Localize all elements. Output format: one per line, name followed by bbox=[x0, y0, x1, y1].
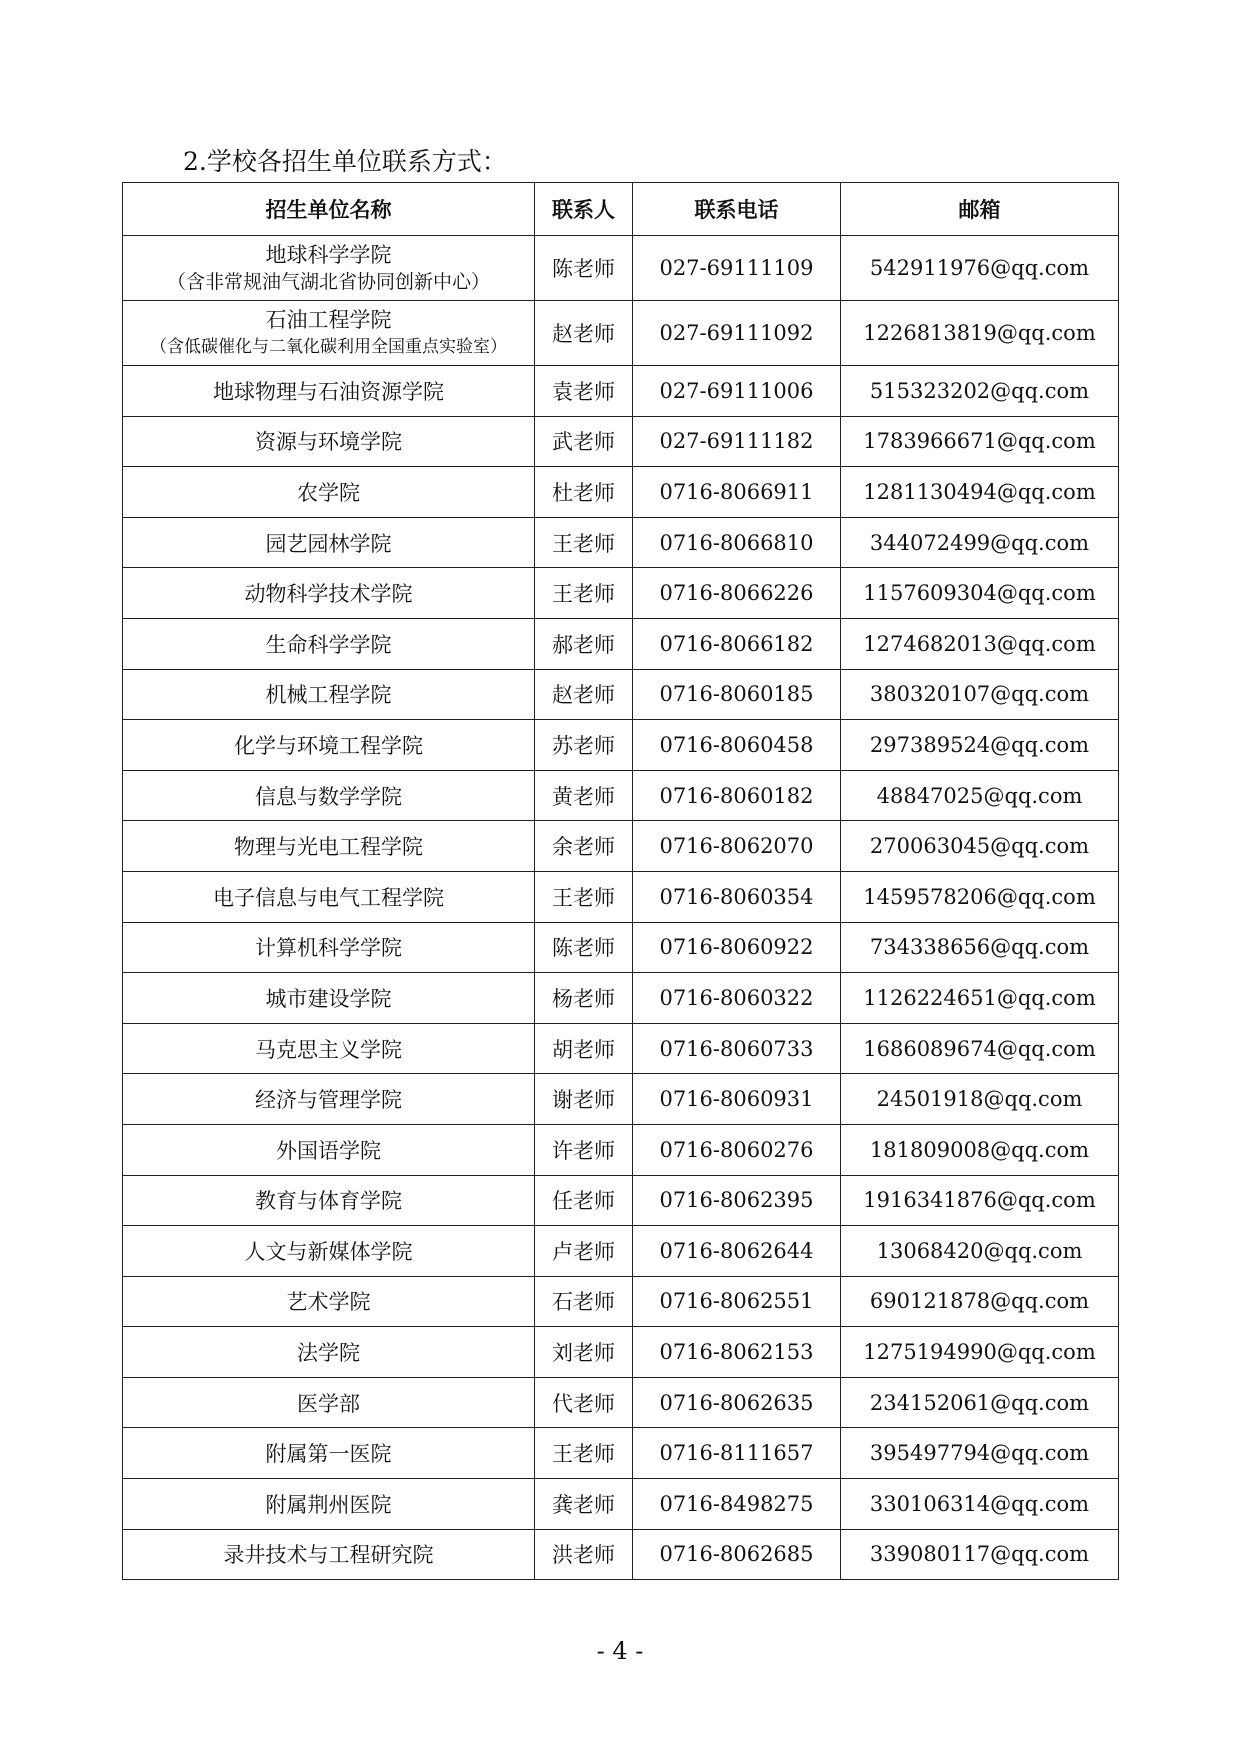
table-row bbox=[123, 517, 1119, 568]
email-cell: 690121878@qq.com bbox=[841, 1276, 1119, 1327]
table-header-row bbox=[123, 183, 1119, 236]
unit-name-cell: 外国语学院 bbox=[123, 1124, 535, 1175]
phone-cell: 0716-8498275 bbox=[633, 1479, 841, 1530]
table-row bbox=[123, 416, 1119, 467]
email-cell: 1274682013@qq.com bbox=[841, 618, 1119, 669]
email-cell: 1157609304@qq.com bbox=[841, 568, 1119, 619]
unit-name-cell: 经济与管理学院 bbox=[123, 1074, 535, 1125]
phone-cell: 027-69111182 bbox=[633, 416, 841, 467]
header-contact: 联系人 bbox=[535, 183, 633, 236]
email-cell: 24501918@qq.com bbox=[841, 1074, 1119, 1125]
unit-name-cell: 教育与体育学院 bbox=[123, 1175, 535, 1226]
email-cell: 380320107@qq.com bbox=[841, 669, 1119, 720]
phone-cell: 0716-8062551 bbox=[633, 1276, 841, 1327]
email-cell: 1126224651@qq.com bbox=[841, 973, 1119, 1024]
unit-name-cell: 信息与数学学院 bbox=[123, 770, 535, 821]
table-row bbox=[123, 1327, 1119, 1378]
unit-name-cell: 生命科学学院 bbox=[123, 618, 535, 669]
contact-person-cell: 郝老师 bbox=[535, 618, 633, 669]
unit-name-cell: 园艺园林学院 bbox=[123, 517, 535, 568]
unit-name-cell: 马克思主义学院 bbox=[123, 1023, 535, 1074]
table-row bbox=[123, 1226, 1119, 1277]
email-cell: 1226813819@qq.com bbox=[841, 301, 1119, 366]
email-cell: 1275194990@qq.com bbox=[841, 1327, 1119, 1378]
header-unit-name: 招生单位名称 bbox=[123, 183, 535, 236]
phone-cell: 0716-8066226 bbox=[633, 568, 841, 619]
contact-person-cell: 黄老师 bbox=[535, 770, 633, 821]
contact-person-cell: 陈老师 bbox=[535, 922, 633, 973]
email-cell: 330106314@qq.com bbox=[841, 1479, 1119, 1530]
table-row bbox=[123, 236, 1119, 301]
unit-name-cell: 电子信息与电气工程学院 bbox=[123, 871, 535, 922]
table-row bbox=[123, 301, 1119, 366]
contact-person-cell: 洪老师 bbox=[535, 1529, 633, 1580]
unit-name-cell: 艺术学院 bbox=[123, 1276, 535, 1327]
table-row bbox=[123, 821, 1119, 872]
phone-cell: 0716-8060276 bbox=[633, 1124, 841, 1175]
unit-name-cell: 资源与环境学院 bbox=[123, 416, 535, 467]
table-row bbox=[123, 922, 1119, 973]
email-cell: 1686089674@qq.com bbox=[841, 1023, 1119, 1074]
phone-cell: 0716-8060931 bbox=[633, 1074, 841, 1125]
phone-cell: 0716-8111657 bbox=[633, 1428, 841, 1479]
table-row bbox=[123, 770, 1119, 821]
email-cell: 181809008@qq.com bbox=[841, 1124, 1119, 1175]
table-row bbox=[123, 568, 1119, 619]
unit-name-cell: 城市建设学院 bbox=[123, 973, 535, 1024]
contact-person-cell: 杜老师 bbox=[535, 467, 633, 518]
table-row bbox=[123, 467, 1119, 518]
phone-cell: 0716-8060185 bbox=[633, 669, 841, 720]
email-cell: 234152061@qq.com bbox=[841, 1377, 1119, 1428]
email-cell: 297389524@qq.com bbox=[841, 720, 1119, 771]
phone-cell: 0716-8062153 bbox=[633, 1327, 841, 1378]
unit-name: 地球科学学院 bbox=[265, 243, 392, 267]
contact-person-cell: 代老师 bbox=[535, 1377, 633, 1428]
unit-name-cell: 机械工程学院 bbox=[123, 669, 535, 720]
email-cell: 344072499@qq.com bbox=[841, 517, 1119, 568]
email-cell: 339080117@qq.com bbox=[841, 1529, 1119, 1580]
section-heading: 2.学校各招生单位联系方式： bbox=[183, 147, 507, 176]
contact-person-cell: 刘老师 bbox=[535, 1327, 633, 1378]
unit-name-cell: 附属荆州医院 bbox=[123, 1479, 535, 1530]
phone-cell: 0716-8062395 bbox=[633, 1175, 841, 1226]
unit-name-note: （含低碳催化与二氧化碳利用全国重点实验室） bbox=[150, 337, 507, 357]
contact-person-cell: 武老师 bbox=[535, 416, 633, 467]
phone-cell: 027-69111109 bbox=[633, 236, 841, 301]
phone-cell: 0716-8060182 bbox=[633, 770, 841, 821]
header-email: 邮箱 bbox=[841, 183, 1119, 236]
unit-name-note: （含非常规油气湖北省协同创新中心） bbox=[166, 271, 490, 293]
table-row bbox=[123, 366, 1119, 417]
phone-cell: 0716-8066911 bbox=[633, 467, 841, 518]
phone-cell: 0716-8060733 bbox=[633, 1023, 841, 1074]
unit-name-cell: 录井技术与工程研究院 bbox=[123, 1529, 535, 1580]
phone-cell: 0716-8066182 bbox=[633, 618, 841, 669]
unit-name-cell: 计算机科学学院 bbox=[123, 922, 535, 973]
phone-cell: 027-69111092 bbox=[633, 301, 841, 366]
table-row bbox=[123, 973, 1119, 1024]
table-row bbox=[123, 1428, 1119, 1479]
unit-name-cell: 动物科学技术学院 bbox=[123, 568, 535, 619]
unit-name-cell bbox=[123, 236, 535, 301]
page-number: - 4 - bbox=[596, 1637, 644, 1665]
table-row bbox=[123, 669, 1119, 720]
unit-name-cell: 人文与新媒体学院 bbox=[123, 1226, 535, 1277]
email-cell: 1281130494@qq.com bbox=[841, 467, 1119, 518]
table-row bbox=[123, 1276, 1119, 1327]
unit-name-cell: 法学院 bbox=[123, 1327, 535, 1378]
unit-name-cell: 化学与环境工程学院 bbox=[123, 720, 535, 771]
contact-person-cell: 苏老师 bbox=[535, 720, 633, 771]
unit-name: 石油工程学院 bbox=[265, 308, 392, 332]
email-cell: 1783966671@qq.com bbox=[841, 416, 1119, 467]
unit-name-cell: 物理与光电工程学院 bbox=[123, 821, 535, 872]
contact-person-cell: 许老师 bbox=[535, 1124, 633, 1175]
table-body bbox=[123, 236, 1119, 1580]
contact-person-cell: 赵老师 bbox=[535, 669, 633, 720]
phone-cell: 0716-8062685 bbox=[633, 1529, 841, 1580]
table-row bbox=[123, 1074, 1119, 1125]
contact-table bbox=[122, 182, 1119, 1580]
contact-person-cell: 王老师 bbox=[535, 517, 633, 568]
phone-cell: 027-69111006 bbox=[633, 366, 841, 417]
email-cell: 542911976@qq.com bbox=[841, 236, 1119, 301]
table-row bbox=[123, 1377, 1119, 1428]
contact-person-cell: 赵老师 bbox=[535, 301, 633, 366]
unit-name-cell bbox=[123, 301, 535, 366]
table-row bbox=[123, 871, 1119, 922]
phone-cell: 0716-8060322 bbox=[633, 973, 841, 1024]
table-row bbox=[123, 1529, 1119, 1580]
email-cell: 48847025@qq.com bbox=[841, 770, 1119, 821]
table-row bbox=[123, 1124, 1119, 1175]
phone-cell: 0716-8066810 bbox=[633, 517, 841, 568]
header-phone: 联系电话 bbox=[633, 183, 841, 236]
phone-cell: 0716-8060922 bbox=[633, 922, 841, 973]
email-cell: 734338656@qq.com bbox=[841, 922, 1119, 973]
contact-person-cell: 王老师 bbox=[535, 871, 633, 922]
phone-cell: 0716-8060354 bbox=[633, 871, 841, 922]
contact-person-cell: 石老师 bbox=[535, 1276, 633, 1327]
phone-cell: 0716-8060458 bbox=[633, 720, 841, 771]
email-cell: 1916341876@qq.com bbox=[841, 1175, 1119, 1226]
table-row bbox=[123, 1023, 1119, 1074]
table-row bbox=[123, 618, 1119, 669]
phone-cell: 0716-8062070 bbox=[633, 821, 841, 872]
contact-person-cell: 卢老师 bbox=[535, 1226, 633, 1277]
table-row bbox=[123, 1175, 1119, 1226]
contact-person-cell: 袁老师 bbox=[535, 366, 633, 417]
email-cell: 13068420@qq.com bbox=[841, 1226, 1119, 1277]
contact-person-cell: 谢老师 bbox=[535, 1074, 633, 1125]
email-cell: 395497794@qq.com bbox=[841, 1428, 1119, 1479]
contact-person-cell: 任老师 bbox=[535, 1175, 633, 1226]
contact-person-cell: 王老师 bbox=[535, 1428, 633, 1479]
table-row bbox=[123, 720, 1119, 771]
email-cell: 515323202@qq.com bbox=[841, 366, 1119, 417]
contact-person-cell: 余老师 bbox=[535, 821, 633, 872]
unit-name-cell: 农学院 bbox=[123, 467, 535, 518]
unit-name-cell: 地球物理与石油资源学院 bbox=[123, 366, 535, 417]
table-row bbox=[123, 1479, 1119, 1530]
unit-name-cell: 附属第一医院 bbox=[123, 1428, 535, 1479]
contact-person-cell: 陈老师 bbox=[535, 236, 633, 301]
contact-person-cell: 杨老师 bbox=[535, 973, 633, 1024]
phone-cell: 0716-8062644 bbox=[633, 1226, 841, 1277]
unit-name-cell: 医学部 bbox=[123, 1377, 535, 1428]
contact-person-cell: 王老师 bbox=[535, 568, 633, 619]
email-cell: 270063045@qq.com bbox=[841, 821, 1119, 872]
contact-person-cell: 龚老师 bbox=[535, 1479, 633, 1530]
email-cell: 1459578206@qq.com bbox=[841, 871, 1119, 922]
phone-cell: 0716-8062635 bbox=[633, 1377, 841, 1428]
contact-person-cell: 胡老师 bbox=[535, 1023, 633, 1074]
